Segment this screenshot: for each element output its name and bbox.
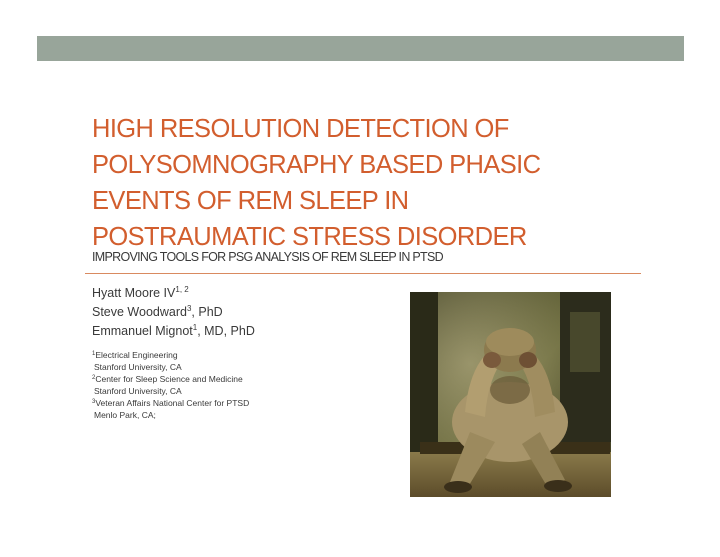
title-line: HIGH RESOLUTION DETECTION OF [92, 115, 509, 143]
title-line: EVENTS OF REM SLEEP IN [92, 187, 409, 215]
title-line: POLYSOMNOGRAPHY BASED PHASIC [92, 151, 541, 179]
author-affil-ref: 3 [186, 304, 192, 313]
title-line: POSTRAUMATIC STRESS DISORDER [92, 223, 527, 251]
soldier-photo [410, 292, 611, 497]
affiliation-location: Stanford University, CA [94, 362, 182, 372]
affil-number: 2 [92, 375, 96, 381]
affiliation-list [92, 349, 249, 421]
author-name: Hyatt Moore IV [92, 286, 176, 300]
author-degree: , PhD [191, 305, 223, 319]
author-list [92, 284, 255, 341]
slide-subtitle: IMPROVING TOOLS FOR PSG ANALYSIS OF REM SLEEP IN PTSD [92, 250, 443, 264]
author-name: Emmanuel Mignot [92, 324, 193, 338]
divider [85, 273, 641, 274]
affiliation-location: Menlo Park, CA; [94, 410, 156, 420]
affil-number: 1 [92, 351, 96, 357]
affiliation-org: $^3$Veteran Affairs National Center for PTSD [92, 398, 250, 408]
author [92, 322, 255, 341]
slide-title [92, 111, 652, 255]
soldier-photo-illustration [410, 292, 611, 497]
author-affil-ref: 1 [192, 323, 198, 332]
affiliation-org: $^1$Electrical Engineering [92, 350, 178, 360]
author-degree: , MD, PhD [197, 324, 255, 338]
author [92, 303, 255, 322]
author-name: Steve Woodward [92, 305, 187, 319]
header-bar [37, 36, 684, 61]
affiliation-location: Stanford University, CA [94, 386, 182, 396]
author-affil-ref: 1, 2 [175, 285, 189, 294]
affil-number: 3 [92, 399, 96, 405]
affiliation-org: $^2$Center for Sleep Science and Medicine [92, 374, 243, 384]
author [92, 284, 255, 303]
